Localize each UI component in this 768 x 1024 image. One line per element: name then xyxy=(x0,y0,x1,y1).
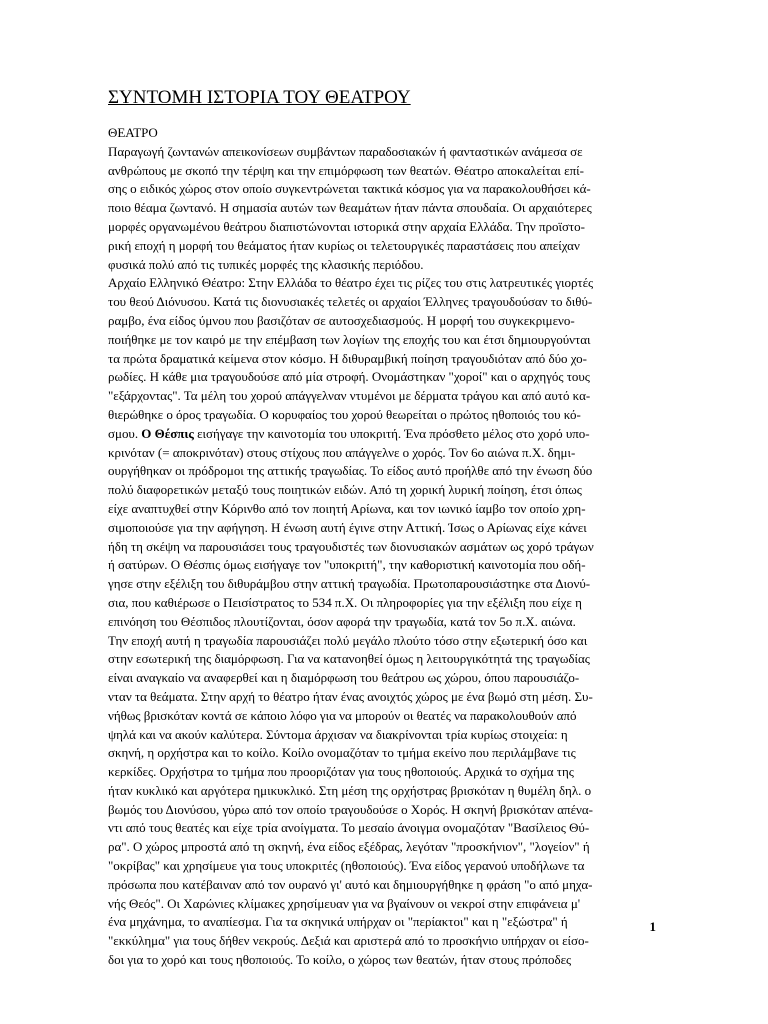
text-line: πρόσωπα που κατέβαιναν από τον ουρανό γι' αυτό και δημιουργήθηκε η φράση "ο από μηχα- xyxy=(108,876,593,892)
text-line: βωμός του Διονύσου, γύρω από τον οποίο τραγουδούσε ο Χορός. Η σκηνή βρισκόταν απένα- xyxy=(108,801,593,817)
document-body xyxy=(108,124,660,970)
text-line: είχε αναπτυχθεί στην Κόρινθο από τον ποιητή Αρίωνα, και τον ιωνικό ίαμβο τον οποίο χρη- xyxy=(108,500,586,516)
text-line: ήδη τη σκέψη να παρουσιάσει τους τραγουδιστές των διονυσιακών ασμάτων ως χορό τράγων xyxy=(108,538,594,554)
text-line: μορφές οργανωμένου θεάτρου διαπιστώνονται ιστορικά στην αρχαία Ελλάδα. Την προϊστο- xyxy=(108,218,585,234)
text-line: ανθρώπους με σκοπό την τέρψη και την επιμόρφωση των θεατών. Θέατρο αποκαλείται επί- xyxy=(108,162,584,178)
text-line: "εξάρχοντας". Τα μέλη του χορού απάγγελναν ντυμένοι με δέρματα τράγου και από αυτό κα- xyxy=(108,388,591,404)
text-line: νήθως βρισκόταν κοντά σε κάποιο λόφο για να μπορούν οι θεατές να παρακολουθούν από xyxy=(108,707,577,723)
text-line: Αρχαίο Ελληνικό Θέατρο: Στην Ελλάδα το θέατρο έχει τις ρίζες του στις λατρευτικές γιορτές xyxy=(108,275,594,291)
text-line: Παραγωγή ζωντανών απεικονίσεων συμβάντων παραδοσιακών ή φανταστικών ανάμεσα σε xyxy=(108,143,583,159)
text-line: ουργήθηκαν οι πρόδρομοι της αττικής τραγωδίας. Το είδος αυτό προήλθε από την ένωση δύο xyxy=(108,463,593,479)
page-number: 1 xyxy=(649,919,656,934)
text-line: ρωδίες. Η κάθε μια τραγουδούσε από μία στροφή. Ονομάστηκαν "χοροί" και ο αρχηγός τους xyxy=(108,369,590,385)
document-title: ΣΥΝΤΟΜΗ ΙΣΤΟΡΙΑ ΤΟΥ ΘΕΑΤΡΟΥ xyxy=(108,87,411,108)
bold-name: Ο Θέσπις xyxy=(141,425,194,441)
text-run: σμου. xyxy=(108,425,142,441)
text-line: νταν τα θεάματα. Στην αρχή το θέατρο ήταν ένας ανοιχτός χώρος με ένα βωμό στη μέση. Συ- xyxy=(108,688,593,704)
text-line: Την εποχή αυτή η τραγωδία παρουσιάζει πολύ μεγάλο πλούτο τόσο στην εξωτερική όσο και xyxy=(108,632,588,648)
text-line: "εκκύλημα" για τους δήθεν νεκρούς. Δεξιά και αριστερά από το προσκήνιο υπήρχαν οι είσο- xyxy=(108,933,589,949)
text-line: είναι αναγκαίο να αναφερθεί και η διαμόρφωση του θεάτρου ως χώρου, όπου παρουσιάζο- xyxy=(108,670,580,686)
text-line: επινόηση του Θέσπιδος πλουτίζονται, όσον αφορά την τραγωδία, κατά τον 5ο π.Χ. αιώνα. xyxy=(108,613,576,629)
text-line: ήταν κυκλικό και αργότερα ημικυκλικό. Στη μέση της ορχήστρας βρισκόταν η θυμέλη δηλ. ο xyxy=(108,782,592,798)
section-heading: ΘΕΑΤΡΟ xyxy=(108,125,158,140)
text-line xyxy=(108,425,660,444)
text-line: θιερώθηκε ο όρος τραγωδία. Ο κορυφαίος του χορού θεωρείται ο πρώτος ηθοποιός του κό- xyxy=(108,406,581,422)
text-line: πολύ διαφορετικών μεταξύ τους ποιητικών ειδών. Από τη χορική λυρική ποίηση, έτσι όπως xyxy=(108,482,582,498)
text-line: ραμβο, ένα είδος ύμνου που βασιζόταν σε αυτοσχεδιασμούς. Η μορφή του συγκεκριμενο- xyxy=(108,312,575,328)
text-line: στην εσωτερική της διαμόρφωση. Για να κατανοηθεί όμως η λειτουργικότητά της τραγωδίας xyxy=(108,651,590,667)
text-line: ένα μηχάνημα, το αναπίεσμα. Για τα σκηνικά υπήρχαν οι "περίακτοι" και η "εξώστρα" ή xyxy=(108,914,568,930)
text-line: ψηλά και να ακούν καλύτερα. Σύντομα άρχισαν να διακρίνονται τρία κυρίως στοιχεία: η xyxy=(108,726,568,742)
text-line: σια, που καθιέρωσε ο Πεισίστρατος το 534 π.Χ. Οι πληροφορίες για την εξέλιξη που είχε η xyxy=(108,594,582,610)
text-line: ή σατύρων. Ο Θέσπις όμως εισήγαγε τον "υποκριτή", την καθοριστική καινοτομία που οδή- xyxy=(108,557,586,573)
text-line: νής Θεός". Οι Χαρώνιες κλίμακες χρησίμευαν για να βγαίνουν οι νεκροί στην επιφάνεια μ' xyxy=(108,895,581,911)
text-line: κερκίδες. Ορχήστρα το τμήμα που προοριζόταν για τους ηθοποιούς. Αρχικά το σχήμα της xyxy=(108,764,574,780)
text-line: σιμοποιούσε για την αφήγηση. Η ένωση αυτή έγινε στην Αττική. Ίσως ο Αρίωνας είχε κάνει xyxy=(108,519,587,535)
text-line: σκηνή, η ορχήστρα και το κοίλο. Κοίλο ονομαζόταν το τμήμα εκείνο που περιλάμβανε τις xyxy=(108,745,576,761)
text-line: τα πρώτα δραματικά κείμενα στον κόσμο. Η διθυραμβική ποίηση τραγουδιόταν από δύο χο- xyxy=(108,350,587,366)
text-run: εισήγαγε την καινοτομία του υποκριτή. Ένα πρόσθετο μέλος στο χορό υπο- xyxy=(193,425,590,441)
text-line: ποιήθηκε με τον καιρό με την επέμβαση των λογίων της εποχής του και έτσι δημιουργούνται xyxy=(108,331,591,347)
text-line: ντι από τους θεατές και είχε τρία ανοίγματα. Το μεσαίο άνοιγμα ονομαζόταν "Βασίλειος Θύ- xyxy=(108,820,590,836)
text-line: φυσικά πολύ από τις τυπικές μορφές της κλασικής περιόδου. xyxy=(108,256,424,272)
text-line: γησε στην εξέλιξη του διθυράμβου στην αττική τραγωδία. Πρωτοπαρουσιάστηκε στα Διονύ- xyxy=(108,576,591,592)
text-line: ποιο θέαμα ζωντανό. Η σημασία αυτών των θεαμάτων ήταν πάντα σπουδαία. Οι αρχαιότερες xyxy=(108,200,592,216)
text-line: ρική εποχή η μορφή του θεάματος ήταν κυρίως οι τελετουργικές παραστάσεις που απείχαν xyxy=(108,237,580,253)
text-line: "οκρίβας" και χρησίμευε για τους υποκριτές (ηθοποιούς). Ένα είδος γερανού υποδήλωνε τα xyxy=(108,858,585,874)
text-line: ρα". Ο χώρος μπροστά από τη σκηνή, ένα είδος εξέδρας, λεγόταν "προσκήνιον", "λογείον" ή xyxy=(108,839,590,855)
text-line: σης ο ειδικός χώρος στον οποίο συγκεντρώνεται τακτικά κόσμος για να παρακολουθήσει κά- xyxy=(108,181,591,197)
text-line: του θεού Διόνυσου. Κατά τις διονυσιακές τελετές οι αρχαίοι Έλληνες τραγουδούσαν το διθύ- xyxy=(108,294,593,310)
text-line: δοι για το χορό και τους ηθοποιούς. Το κοίλο, ο χώρος των θεατών, ήταν στους πρόποδες xyxy=(108,952,572,968)
text-line: κρινόταν (= αποκρινόταν) στους στίχους που απάγγελνε ο χορός. Τον 6ο αιώνα π.Χ. δημι- xyxy=(108,444,576,460)
